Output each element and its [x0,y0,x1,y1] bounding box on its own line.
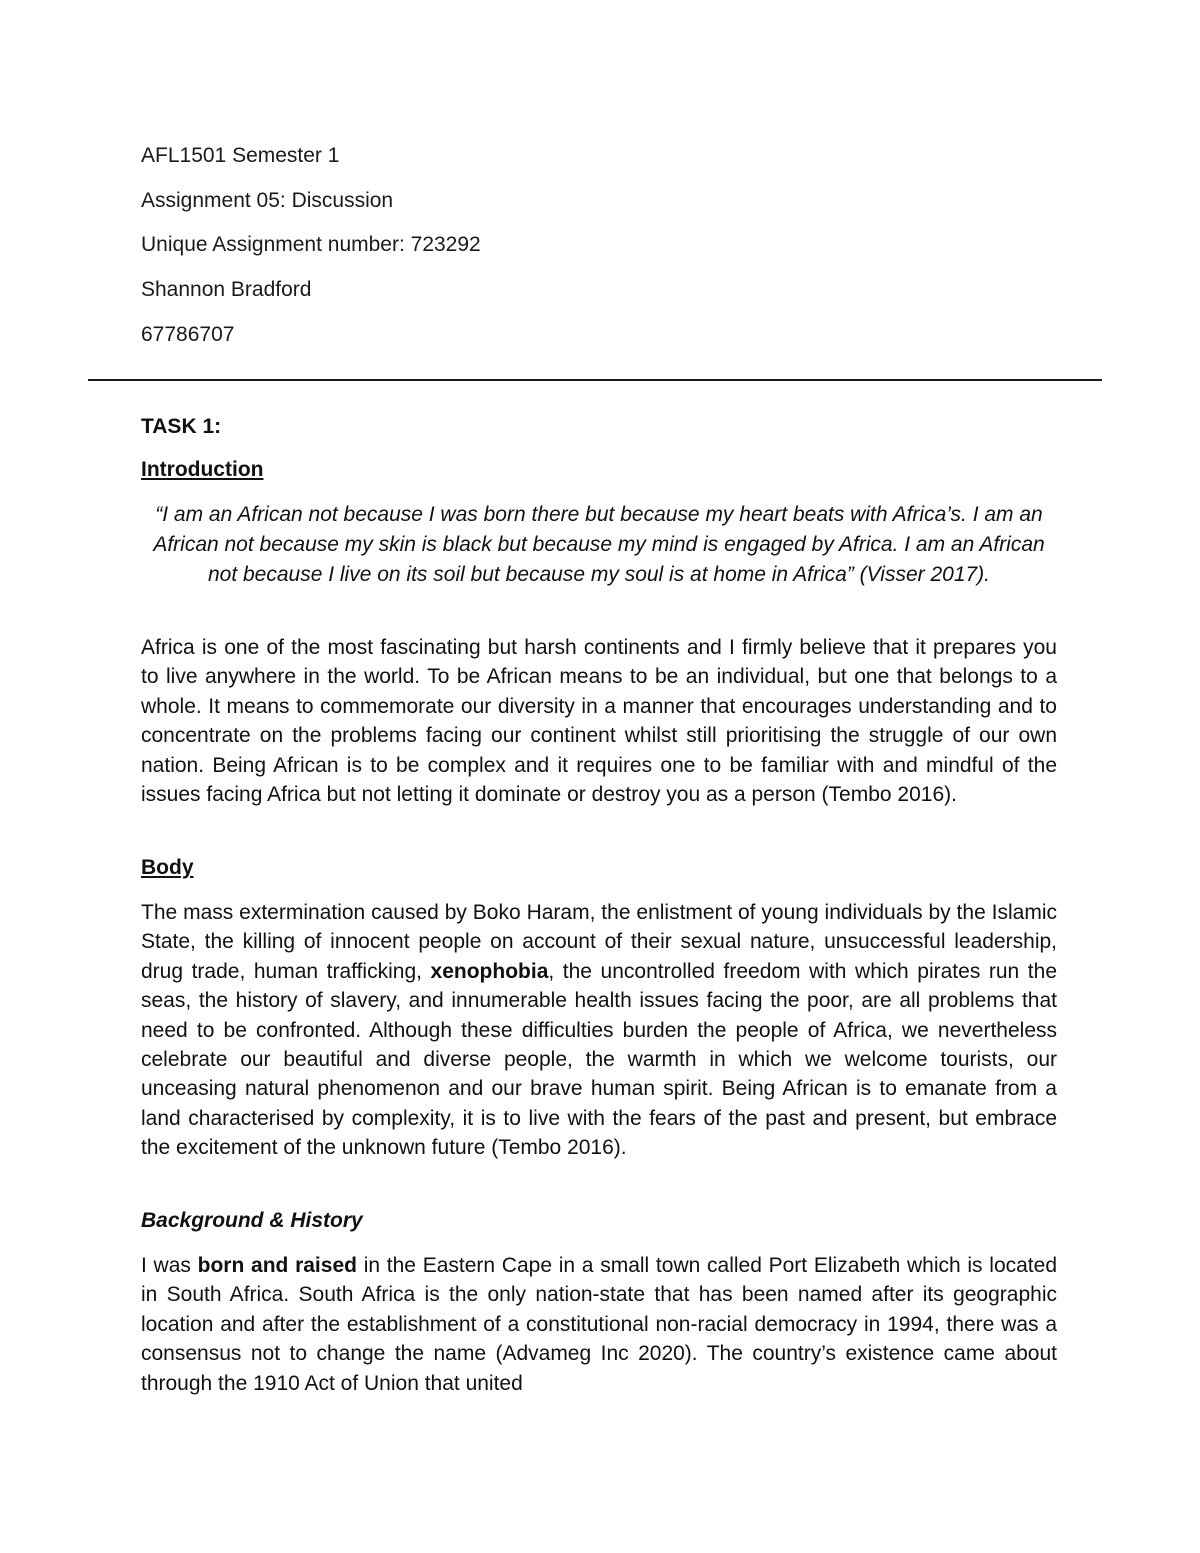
introduction-quote: “I am an African not because I was born there but because my heart beats with Africa’s. I am an African not because my skin is black but because my mind is engaged by Africa. I am an African not because I live on its soil but because my soul is at home in Africa” (Visser 2017). [153,503,1045,586]
horizontal-divider [88,379,1102,381]
body-bold-term: xenophobia [430,959,549,983]
background-bold-term: born and raised [197,1254,357,1277]
background-paragraph [141,1251,1057,1398]
body-paragraph [141,898,1057,1163]
body-text-after: , the uncontrolled freedom with which pirates run the seas, the history of slavery, and innumerable health issues facing the poor, are all problems that need to be confronted. Although these difficulties burden the people of Africa, we nevertheless celebrate our beautiful and diverse people, the warmth in which we welcome tourists, our unceasing natural phenomenon and our brave human spirit. Being African is to emanate from a land characterised by complexity, it is to live with the fears of the past and present, but embrace the excitement of the unknown future (Tembo 2016). [141,959,1057,1160]
unique-number-line: Unique Assignment number: 723292 [141,233,481,256]
body-text-before: The mass extermination caused by Boko Haram, the enlistment of young individuals by the Islamic State, the killing of innocent people on account of their sexual nature, unsuccessful leadership, drug trade, human trafficking, [141,901,1057,983]
body-heading: Body [141,856,194,879]
background-heading: Background & History [141,1209,363,1232]
task-title: TASK 1: [141,415,222,438]
course-line: AFL1501 Semester 1 [141,144,340,167]
student-name-line: Shannon Bradford [141,278,312,301]
student-number-line: 67786707 [141,323,235,346]
assignment-line: Assignment 05: Discussion [141,189,394,212]
introduction-paragraph: Africa is one of the most fascinating but harsh continents and I firmly believe that it prepares you to live anywhere in the world. To be African means to be an individual, but one that belongs to a whole. It means to commemorate our diversity in a manner that encourages understanding and to concentrate on the problems facing our continent whilst still prioritising the struggle of our own nation. Being African is to be complex and it requires one to be familiar with and mindful of the issues facing Africa but not letting it dominate or destroy you as a person (Tembo 2016). [141,636,1057,807]
background-text-before: I was [141,1254,198,1277]
introduction-heading: Introduction [141,458,264,481]
background-text-after: in the Eastern Cape in a small town called Port Elizabeth which is located in South Africa. South Africa is the only nation-state that has been named after its geographic location and after the establishment of a constitutional non-racial democracy in 1994, there was a consensus not to change the name (Advameg Inc 2020). The country’s existence came about through the 1910 Act of Union that united [141,1254,1057,1395]
